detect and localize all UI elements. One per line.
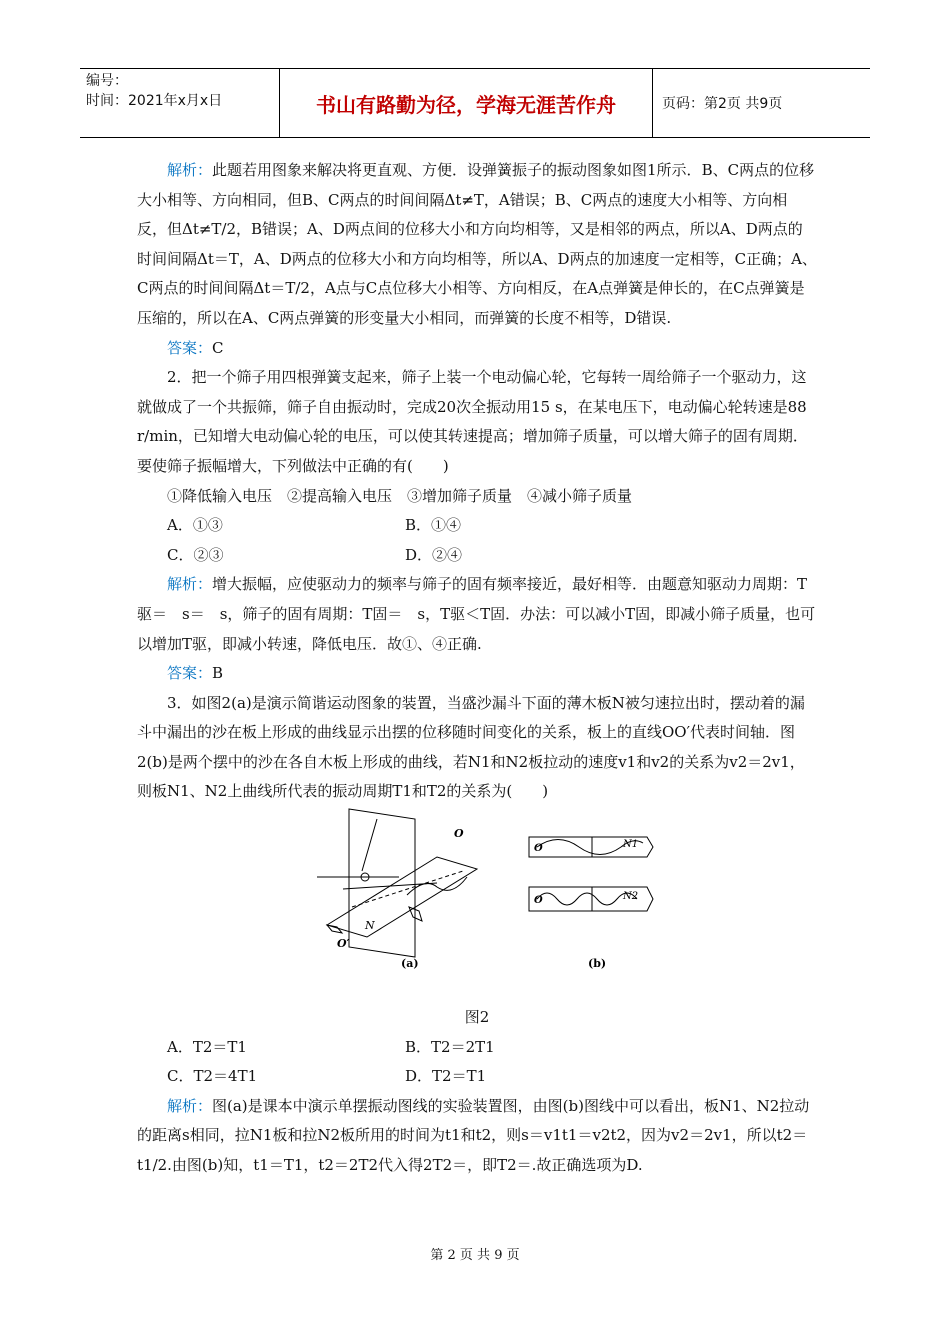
fig-label-o: O	[454, 827, 464, 841]
answer-value: B	[212, 664, 224, 683]
fig-b-label-n2: N2	[623, 891, 639, 903]
option-b: B．T2＝2T1	[405, 1037, 495, 1056]
analysis-text: 增大振幅，应使驱动力的频率与筛子的固有频率接近，最好相等．由题意知驱动力周期：T驱＝ s＝ s，筛子的固有周期：T固＝ s，T驱＜T固．办法：可以减小T固，即减小筛子质量，也可以增加T驱，即减小转速，降低电压．故①、④正确.	[137, 575, 816, 653]
question-3-options-row1	[137, 1033, 817, 1063]
analysis-text: 此题若用图象来解决将更直观、方便．设弹簧振子的振动图象如图1所示．B、C两点的位移大小相等、方向相同，但B、C两点的时间间隔Δt≠T，A错误；B、C两点的速度大小相等、方向相反，但Δt≠T/2，B错误；A、D两点间的位移大小和方向均相等，又是相邻的两点，所以A、D两点的时间间隔Δt＝T，A、D两点的位移大小和方向均相等，所以A、D两点的加速度一定相等，C正确；A、C两点的时间间隔Δt＝T/2，A点与C点位移大小相等、方向相反，在A点弹簧是伸长的，在C点弹簧是压缩的，所以在A、C两点弹簧的形变量大小相同，而弹簧的长度不相等，D错误.	[137, 161, 817, 327]
option-c: C．②③	[167, 545, 224, 564]
option-d: D．T2＝T1	[405, 1067, 487, 1086]
page-footer: 第 2 页 共 9 页	[430, 1248, 520, 1263]
figure-2	[137, 807, 817, 1003]
question-2-items: ①降低输入电压 ②提高输入电压 ③增加筛子质量 ④减小筛子质量	[167, 486, 633, 505]
figure-caption: 图2	[464, 1008, 490, 1027]
number-label: 编号：	[86, 73, 128, 89]
fig-b-label-n1: N1	[623, 839, 639, 851]
answer-label: 答案：	[167, 338, 213, 357]
fig-label-o-prime: O′	[337, 937, 350, 951]
option-d: D．②④	[405, 545, 463, 564]
question-2-options-row1	[137, 511, 817, 541]
answer-1	[137, 334, 817, 364]
time-label: 时间：2021年x月x日	[86, 93, 223, 109]
question-3-options-row2	[137, 1062, 817, 1092]
question-2-options-row2	[137, 541, 817, 571]
document-body	[137, 156, 817, 1181]
fig-label-n: N	[365, 919, 375, 933]
analysis-label: 解析：	[167, 1096, 213, 1115]
answer-value: C	[212, 338, 224, 357]
question-3-stem: 3．如图2(a)是演示简谐运动图象的装置，当盛沙漏斗下面的薄木板N被匀速拉出时，摆动着的漏斗中漏出的沙在板上形成的曲线显示出摆的位移随时间变化的关系，板上的直线OO′代表时间轴．图2(b)是两个摆中的沙在各自木板上形成的曲线，若N1和N2板拉动的速度v1和v2的关系为v2＝2v1，则板N1、N2上曲线所代表的振动周期T1和T2的关系为( )	[137, 693, 805, 801]
answer-2	[137, 659, 817, 689]
option-c: C．T2＝4T1	[167, 1067, 258, 1086]
answer-label: 答案：	[167, 664, 213, 683]
fig-label-a: (a)	[401, 957, 419, 971]
figure-2-drawing	[137, 807, 817, 1003]
analysis-label: 解析：	[167, 161, 213, 179]
fig-b-label-o2: O	[534, 895, 543, 907]
analysis-3	[137, 1092, 817, 1181]
header-page-info: 页码：第2页 共9页	[662, 96, 783, 112]
analysis-label: 解析：	[167, 575, 213, 594]
figure-a-apparatus	[317, 809, 477, 957]
header-meta	[80, 69, 280, 137]
analysis-1	[137, 156, 817, 334]
option-a: A．T2＝T1	[167, 1037, 247, 1056]
fig-b-label-o1: O	[534, 843, 543, 855]
page-header	[80, 68, 870, 138]
analysis-2	[137, 570, 817, 659]
option-b: B．①④	[405, 516, 462, 535]
header-motto: 书山有路勤为径，学海无涯苦作舟	[280, 69, 653, 137]
option-a: A．①③	[167, 516, 223, 535]
analysis-text: 图(a)是课本中演示单摆振动图线的实验装置图，由图(b)图线中可以看出，板N1、N2拉动的距离s相同，拉N1板和拉N2板所用的时间为t1和t2，则s＝v1t1＝v2t2，因为v2＝2v1，所以t2＝t1/2.由图(b)知，t1＝T1，t2＝2T2代入得2T2＝，即T2＝.故正确选项为D.	[137, 1096, 810, 1175]
fig-label-b: (b)	[588, 957, 607, 971]
question-2-stem: 2．把一个筛子用四根弹簧支起来，筛子上装一个电动偏心轮，它每转一周给筛子一个驱动力，这就做成了一个共振筛，筛子自由振动时，完成20次全振动用15 s，在某电压下，电动偏心轮转速是88 r/min，已知增大电动偏心轮的电压，可以使其转速提高；增加筛子质量，可以增大筛子的固有周期．要使筛子振幅增大，下列做法中正确的有( )	[137, 368, 808, 475]
